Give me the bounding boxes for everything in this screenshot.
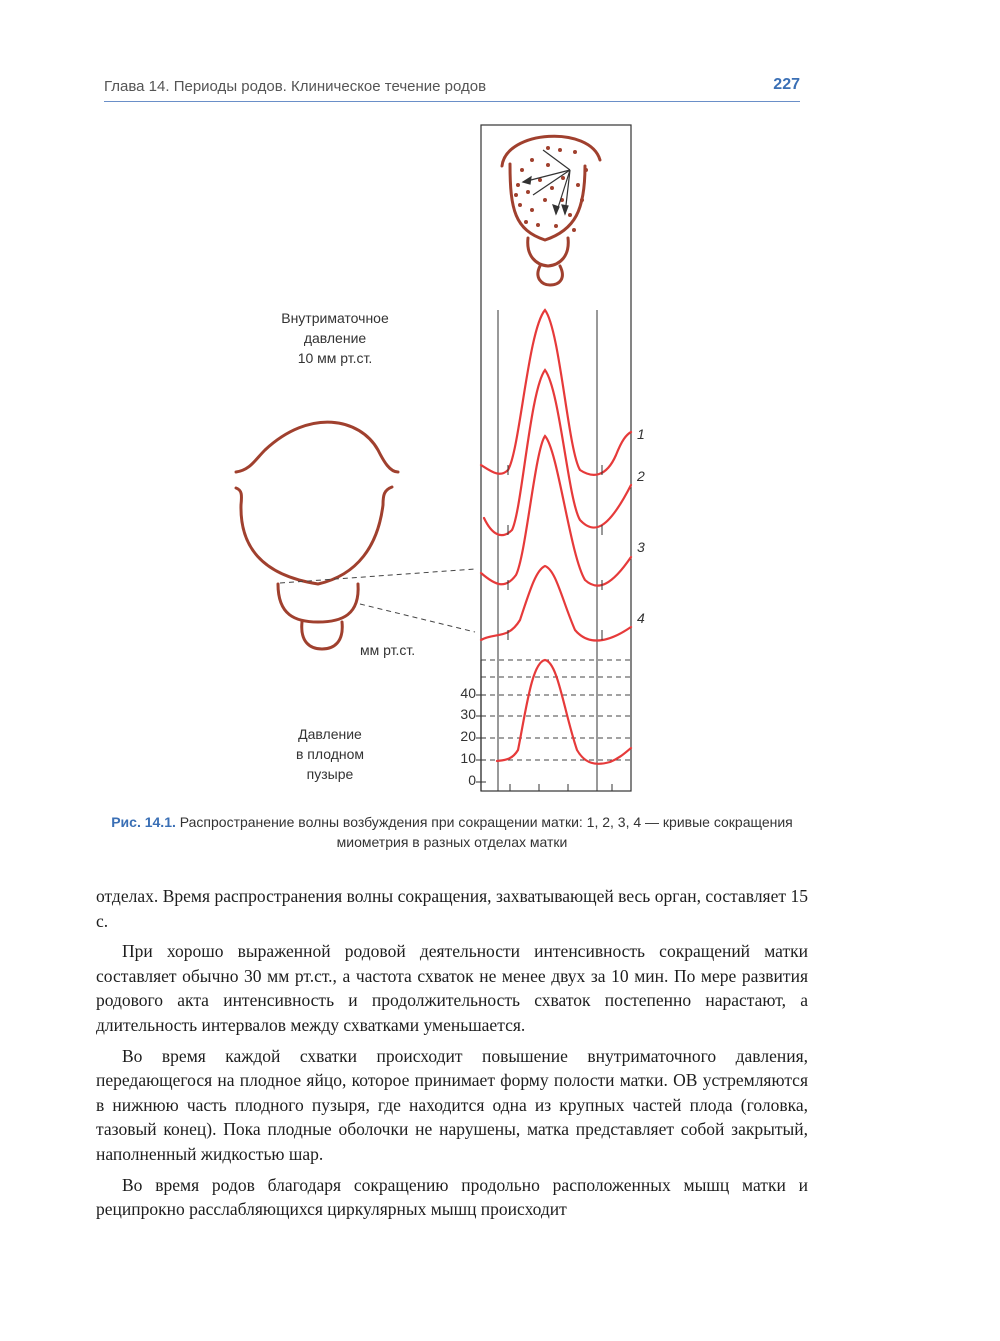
caption-text: Распространение волны возбуждения при сокращении матки: 1, 2, 3, 4 — кривые сокращения миометрия в разных отделах матки [175, 814, 793, 850]
paragraph: отделах. Время распространения волны сокращения, захватывающей весь орган, составляет 15 с. [96, 886, 808, 931]
connector-line-lower [360, 604, 475, 632]
contraction-curves [481, 310, 631, 764]
uterus-dot [572, 228, 576, 232]
curve-3 [481, 436, 631, 586]
uterus-dot [573, 150, 577, 154]
y-tick-30: 30 [460, 706, 476, 722]
uterus-dot [558, 148, 562, 152]
uterus-dot [530, 208, 534, 212]
uterus-large-fundus [236, 422, 398, 472]
uterus-dot [516, 183, 520, 187]
uterus-dot [524, 220, 528, 224]
caption-ref: Рис. 14.1. [111, 814, 176, 830]
uterus-dot [568, 213, 572, 217]
curve-number-1: 1 [637, 426, 645, 442]
curve-2 [484, 370, 631, 535]
curve-number-4: 4 [637, 610, 645, 626]
page-number: 227 [773, 76, 800, 93]
uterus-dot [580, 198, 584, 202]
uterus-dot [520, 168, 524, 172]
uterus-large-cervix [278, 584, 358, 622]
uterus-dot [546, 163, 550, 167]
label-mmhg: мм рт.ст. [360, 642, 416, 658]
uterus-small-bubble [538, 266, 562, 285]
y-tick-20: 20 [460, 728, 476, 744]
uterus-dot [514, 193, 518, 197]
uterus-small-cervix [528, 238, 569, 266]
label-bubble-pressure: Давление в плодном пузыре [295, 726, 365, 782]
uterus-dot [518, 203, 522, 207]
uterus-dot [550, 186, 554, 190]
uterus-large-drawing [236, 422, 398, 649]
uterus-dot [536, 223, 540, 227]
uterus-large-body [236, 487, 392, 584]
uterus-large-bubble [302, 622, 343, 649]
connector-line-upper [280, 569, 475, 583]
uterus-dot [576, 183, 580, 187]
y-tick-40: 40 [460, 685, 476, 701]
pressure-axis-ticks [476, 695, 612, 791]
uterus-dot [584, 168, 588, 172]
uterus-dots [514, 146, 588, 232]
paragraph: При хорошо выраженной родовой деятельности интенсивность сокращений матки составляет обычно 30 мм рт.ст., а частота схваток не менее двух за 10 мин. По мере развития родового акта интенсивность и продолжительность схваток постепенно нарастают, а длительность интервалов между схватками уменьшается. [96, 941, 808, 1035]
curve-number-2: 2 [637, 468, 645, 484]
paragraph: Во время каждой схватки происходит повышение внутриматочного давления, передающегося на плодное яйцо, которое принимает форму полости матки. ОВ устремляются в нижнюю часть плодного пузыря, где находится одна из крупных частей плода (головка, тазовый конец). Пока плодные оболочки не нарушены, матка представляет собой закрытый, наполненный жидкостью шар. [96, 1045, 808, 1164]
uterus-small-drawing [502, 136, 600, 285]
paragraph: Во время родов благодаря сокращению продольно расположенных мышц матки и реципрокно расслабляющихся циркулярных мышц происходит [96, 1174, 808, 1220]
y-tick-10: 10 [460, 750, 476, 766]
body-text [96, 884, 808, 1228]
running-title: Глава 14. Периоды родов. Клиническое течение родов [104, 78, 487, 95]
y-tick-0: 0 [468, 772, 476, 788]
uterus-dot [561, 176, 565, 180]
uterus-dot [543, 198, 547, 202]
uterus-dot [554, 224, 558, 228]
curve-1 [481, 310, 631, 475]
curve-4 [481, 566, 631, 640]
uterus-dot [546, 146, 550, 150]
label-intrauterine-pressure: Внутриматочное давление 10 мм рт.ст. [281, 310, 389, 366]
uterus-dot [530, 158, 534, 162]
uterus-small-fundus [502, 136, 600, 166]
pressure-curve [497, 660, 631, 764]
curve-number-3: 3 [637, 539, 645, 555]
figure-caption [96, 812, 808, 852]
uterus-dot [526, 190, 530, 194]
